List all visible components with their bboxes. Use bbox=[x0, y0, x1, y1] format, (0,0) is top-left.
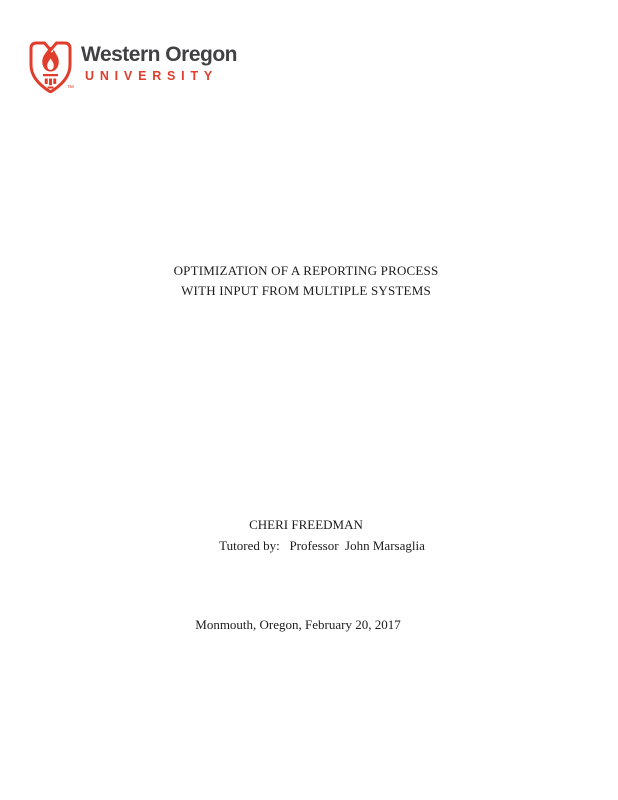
document-title-line1: OPTIMIZATION OF A REPORTING PROCESS bbox=[173, 263, 439, 278]
logo-wordmark bbox=[81, 44, 237, 83]
author-name: CHERI FREEDMAN bbox=[249, 517, 363, 532]
place-date-line: Monmouth, Oregon, February 20, 2017 bbox=[195, 617, 401, 632]
logo-university-label: UNIVERSITY bbox=[85, 69, 219, 83]
document-title bbox=[0, 261, 612, 301]
trademark-symbol: ™ bbox=[67, 85, 74, 92]
document-title-line2: WITH INPUT FROM MULTIPLE SYSTEMS bbox=[181, 283, 431, 298]
wou-logo bbox=[27, 40, 257, 100]
author-block bbox=[0, 514, 612, 556]
advisor-line: Tutored by: Professor John Marsaglia bbox=[219, 538, 425, 553]
logo-institution-name: Western Oregon bbox=[81, 43, 237, 66]
